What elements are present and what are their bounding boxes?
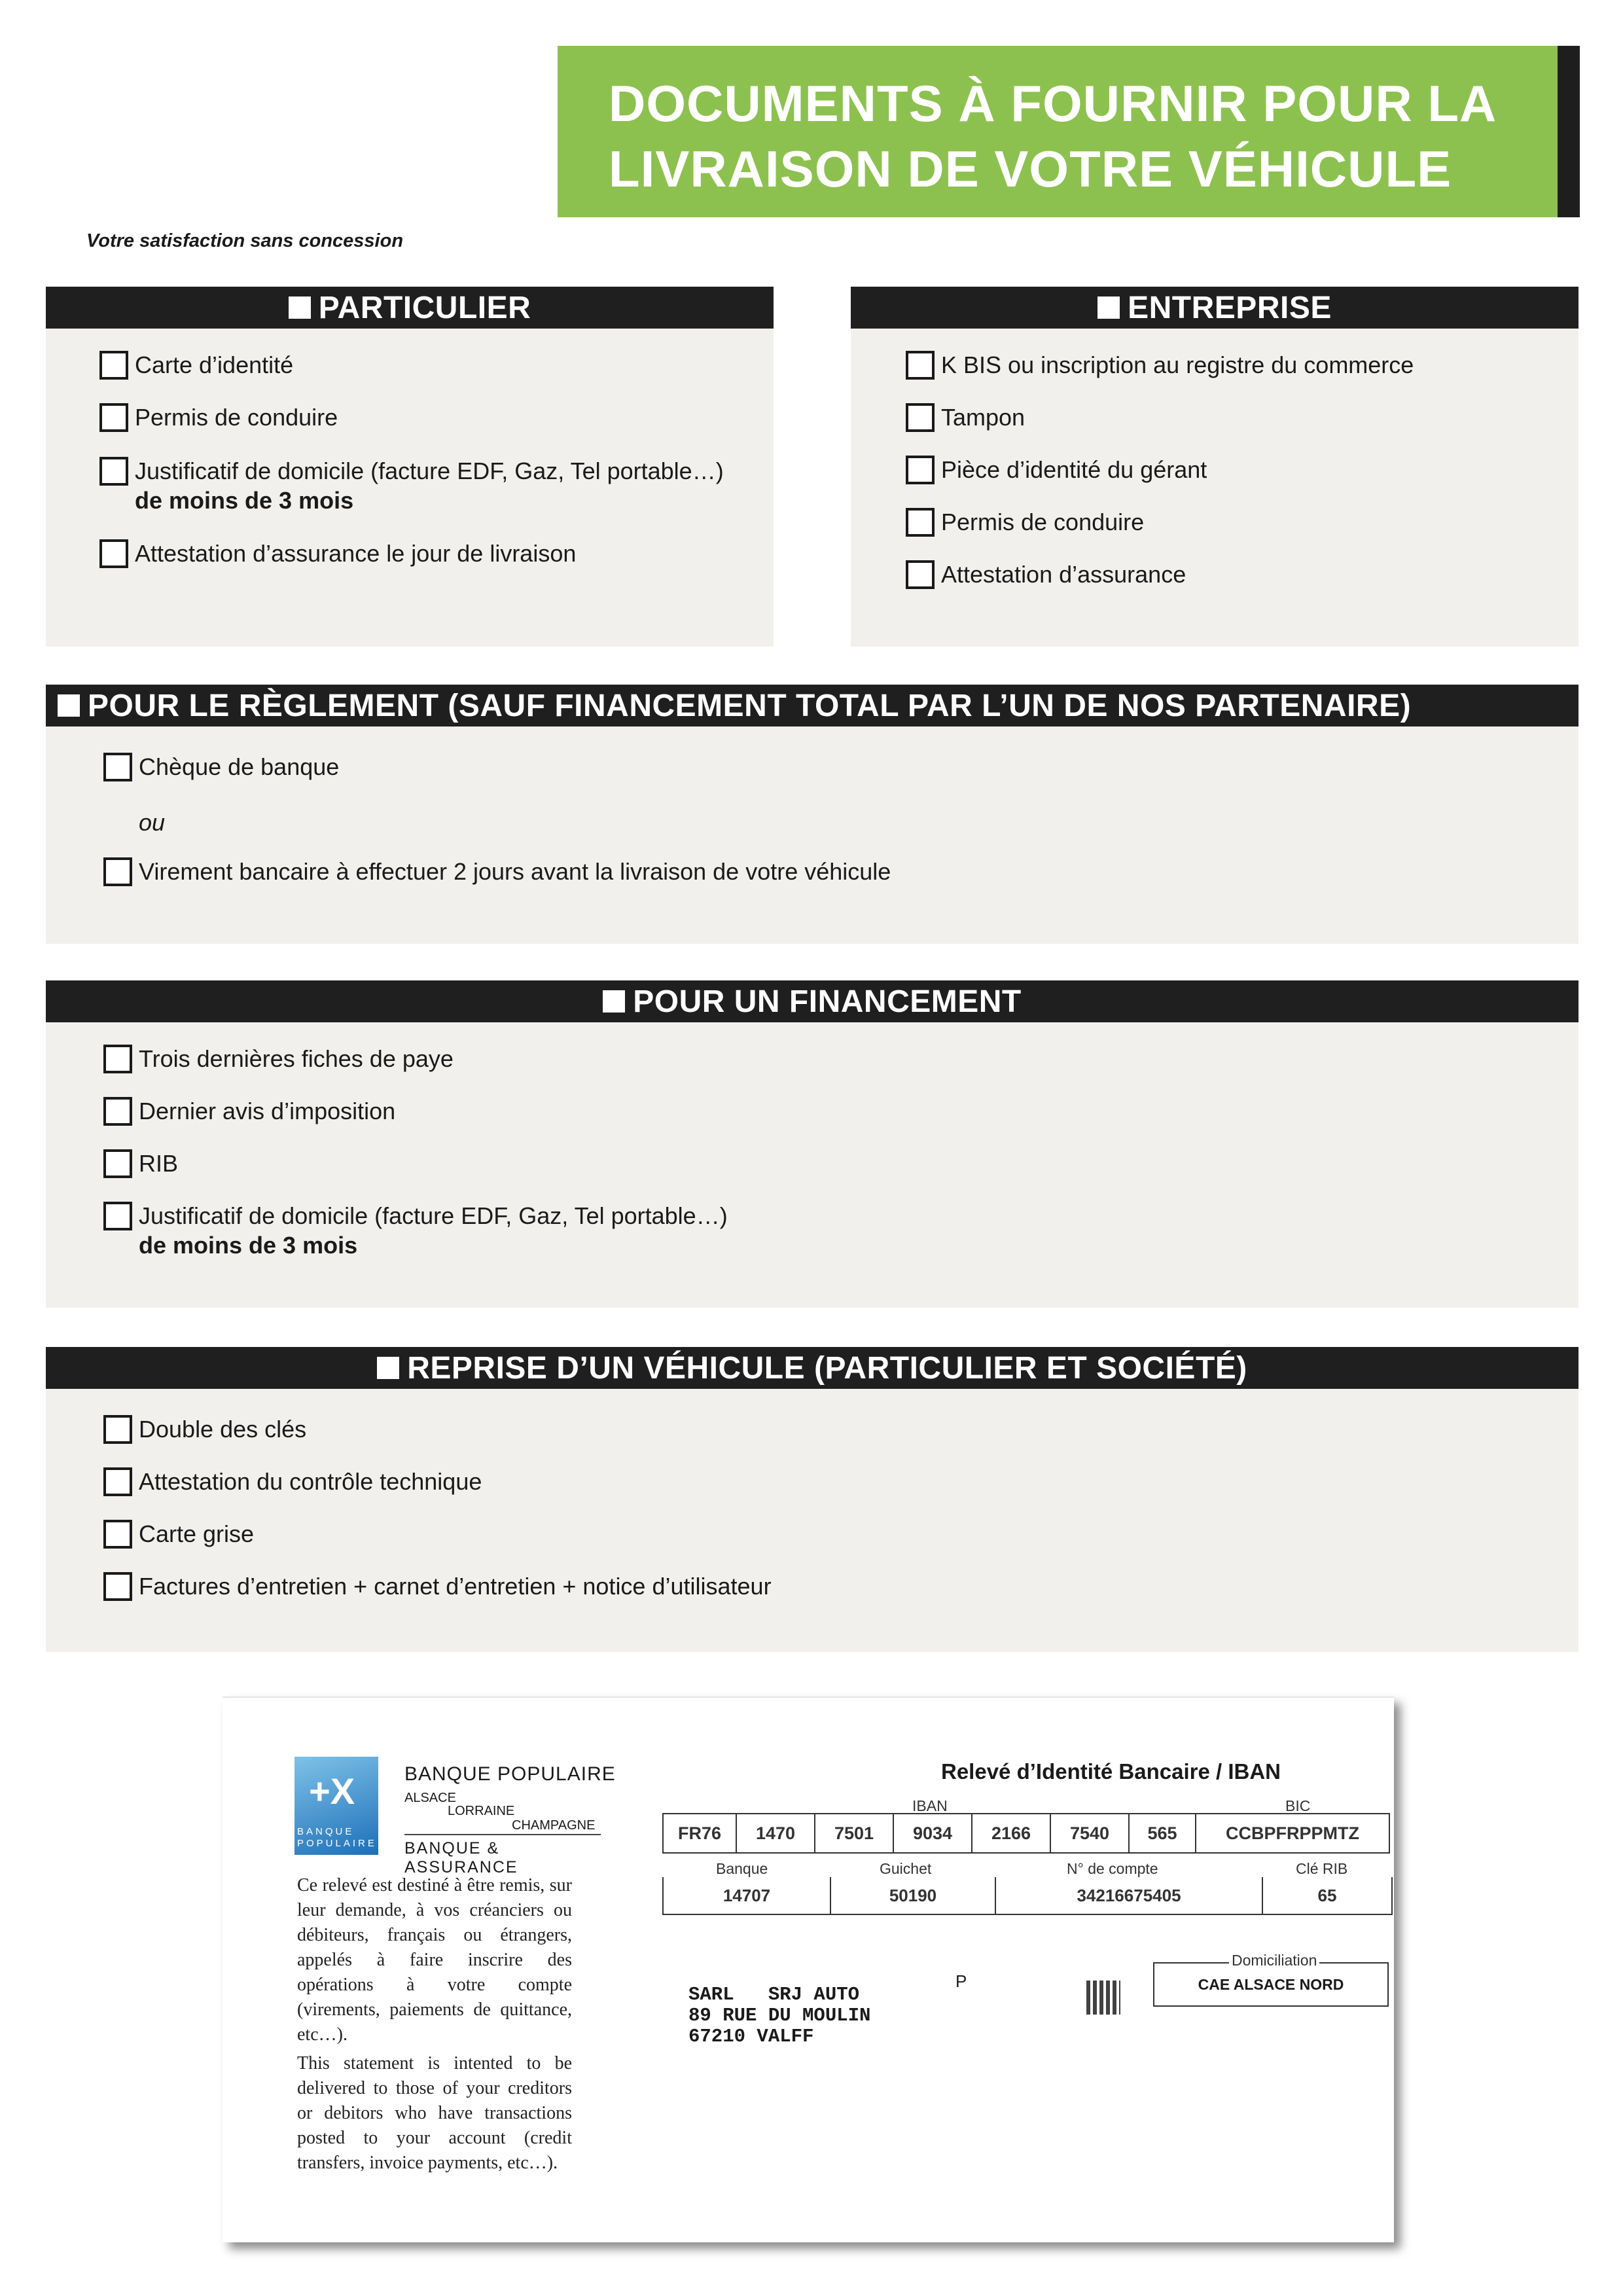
checkbox[interactable]	[99, 403, 128, 432]
iban-part: FR76	[664, 1814, 737, 1852]
section-entreprise	[851, 287, 1578, 647]
checklist-item[interactable]	[906, 560, 1186, 589]
item-label: Justificatif de domicile (facture EDF, Gaz, Tel portable…)	[139, 1202, 728, 1229]
item-label: Virement bancaire à effectuer 2 jours avant la livraison de votre véhicule	[139, 858, 891, 885]
item-label: Double des clés	[139, 1416, 307, 1443]
account-holder	[688, 1984, 870, 2047]
checklist-item[interactable]	[103, 1202, 728, 1261]
bic-label: BIC	[1285, 1797, 1311, 1814]
item-label: Permis de conduire	[941, 509, 1145, 535]
rib-title: Relevé d’Identité Bancaire / IBAN	[941, 1759, 1281, 1784]
checkbox[interactable]	[103, 1520, 132, 1549]
checkbox[interactable]	[906, 351, 935, 380]
checklist-item[interactable]	[103, 1467, 482, 1496]
cle-value: 65	[1317, 1885, 1337, 1905]
section-title: POUR UN FINANCEMENT	[633, 984, 1022, 1019]
checkbox[interactable]	[99, 539, 128, 568]
checklist-item[interactable]	[906, 351, 1414, 380]
checkbox[interactable]	[99, 457, 128, 486]
section-reprise	[46, 1347, 1578, 1652]
bank-logo-word: BANQUE POPULAIRE	[297, 1826, 377, 1849]
bank-region: ALSACE	[404, 1791, 456, 1805]
item-label: Tampon	[941, 404, 1026, 431]
iban-grid	[662, 1813, 1390, 1854]
checklist-item[interactable]	[99, 403, 338, 432]
item-label: Attestation du contrôle technique	[139, 1468, 482, 1495]
checkbox[interactable]	[103, 1097, 132, 1126]
checkbox[interactable]	[103, 1045, 132, 1073]
section-header	[46, 685, 1578, 726]
section-header	[46, 1347, 1578, 1389]
checklist-item[interactable]	[906, 508, 1144, 537]
item-label: Pièce d’identité du gérant	[941, 456, 1207, 483]
checkbox[interactable]	[99, 351, 128, 380]
checklist-item[interactable]	[99, 457, 724, 516]
p-mark: P	[955, 1971, 967, 1991]
iban-part: 9034	[894, 1814, 972, 1852]
checkbox[interactable]	[103, 753, 132, 781]
checkbox[interactable]	[103, 857, 132, 886]
checkbox[interactable]	[103, 1149, 132, 1178]
iban-label: IBAN	[912, 1797, 948, 1814]
checkbox[interactable]	[103, 1415, 132, 1444]
section-header	[46, 980, 1578, 1022]
bank-logo-mark: +X	[309, 1770, 355, 1812]
holder-line: SARL SRJ AUTO	[688, 1984, 860, 2005]
checkbox[interactable]	[906, 403, 935, 432]
item-label: Trois dernières fiches de paye	[139, 1045, 454, 1072]
section-reglement	[46, 685, 1578, 944]
domiciliation-value: CAE ALSACE NORD	[1153, 1962, 1389, 2007]
guichet-label: Guichet	[880, 1860, 932, 1877]
qr-code-icon	[1086, 1981, 1120, 2015]
checklist-item[interactable]	[103, 1415, 306, 1444]
bank-subtitle: BANQUE & ASSURANCE	[404, 1834, 601, 1877]
checkbox-icon[interactable]	[377, 1357, 399, 1379]
item-label: Attestation d’assurance le jour de livraison	[135, 540, 577, 567]
item-label: Justificatif de domicile (facture EDF, Gaz, Tel portable…)	[135, 457, 724, 484]
title-banner	[558, 46, 1580, 217]
holder-line: 89 RUE DU MOULIN	[688, 2005, 871, 2026]
item-label: Permis de conduire	[135, 404, 338, 431]
bank-name: BANQUE POPULAIRE	[404, 1763, 616, 1785]
banque-label: Banque	[716, 1860, 768, 1877]
compte-label: N° de compte	[1067, 1860, 1158, 1877]
checklist-item[interactable]	[103, 1149, 178, 1178]
item-label: Attestation d’assurance	[941, 561, 1186, 588]
checkbox[interactable]	[103, 1572, 132, 1601]
checklist-item[interactable]	[103, 1045, 454, 1073]
checkbox[interactable]	[906, 560, 935, 589]
section-title: ENTREPRISE	[1128, 290, 1332, 325]
checklist-item[interactable]	[103, 1097, 395, 1126]
separator-text: ou	[139, 809, 166, 836]
section-title: PARTICULIER	[318, 290, 531, 325]
domiciliation-label: Domiciliation	[1229, 1952, 1319, 1969]
compte-value: 34216675405	[996, 1877, 1263, 1914]
item-label: Carte grise	[139, 1520, 255, 1547]
item-sublabel: de moins de 3 mois	[135, 487, 354, 514]
checkbox[interactable]	[906, 508, 935, 537]
iban-part: 565	[1130, 1814, 1196, 1852]
checklist-item[interactable]	[103, 1520, 254, 1549]
checklist-item[interactable]	[103, 753, 339, 781]
bic-value: CCBPFRPPMTZ	[1226, 1823, 1359, 1843]
checkbox[interactable]	[906, 456, 935, 484]
checklist-item[interactable]	[103, 1572, 772, 1601]
rib-card	[223, 1696, 1394, 2242]
section-title: POUR LE RÈGLEMENT (SAUF FINANCEMENT TOTAL PAR L’UN DE NOS PARTENAIRE)	[88, 688, 1412, 723]
section-header	[46, 287, 774, 329]
cle-label: Clé RIB	[1296, 1860, 1348, 1877]
checklist-item[interactable]	[99, 351, 293, 380]
bank-region: CHAMPAGNE	[512, 1818, 596, 1833]
checklist-item[interactable]	[906, 403, 1025, 432]
checkbox-icon[interactable]	[603, 990, 625, 1013]
item-label: RIB	[139, 1150, 179, 1177]
checkbox[interactable]	[103, 1202, 132, 1230]
item-label: Factures d’entretien + carnet d’entretien + notice d’utilisateur	[139, 1573, 772, 1600]
bank-region: LORRAINE	[448, 1804, 515, 1818]
title-banner-edge	[1558, 46, 1580, 217]
checkbox[interactable]	[103, 1467, 132, 1496]
iban-part: 7540	[1051, 1814, 1130, 1852]
bank-logo	[294, 1757, 378, 1855]
checklist-item[interactable]	[906, 456, 1207, 484]
holder-line: 67210 VALFF	[688, 2026, 814, 2047]
checklist-item[interactable]	[103, 857, 891, 886]
iban-part: 2166	[972, 1814, 1051, 1852]
title-line-2: LIVRAISON DE VOTRE VÉHICULE	[609, 140, 1452, 198]
title-line-1: DOCUMENTS À FOURNIR POUR LA	[609, 75, 1497, 132]
item-label: Carte d’identité	[135, 351, 294, 378]
rib-text-en: This statement is intented to be delivered to those of your creditors or debitors who have transactions posted to your account (credit transfers, invoice payments, etc…).	[297, 2053, 572, 2173]
section-particulier	[46, 287, 774, 647]
guichet-value: 50190	[831, 1877, 996, 1914]
rib-grid	[662, 1877, 1393, 1915]
item-label: Chèque de banque	[139, 753, 340, 780]
iban-part: 7501	[815, 1814, 894, 1852]
checkbox-icon[interactable]	[58, 694, 80, 717]
iban-part: 1470	[737, 1814, 815, 1852]
checkbox-icon[interactable]	[1097, 296, 1120, 319]
item-label: Dernier avis d’imposition	[139, 1098, 396, 1124]
tagline: Votre satisfaction sans concession	[86, 230, 404, 251]
section-financement	[46, 980, 1578, 1308]
banque-value: 14707	[664, 1877, 831, 1914]
item-sublabel: de moins de 3 mois	[139, 1232, 358, 1259]
section-header	[851, 287, 1578, 329]
checkbox-icon[interactable]	[289, 296, 311, 319]
checklist-item[interactable]	[99, 539, 576, 568]
item-label: K BIS ou inscription au registre du commerce	[941, 351, 1414, 378]
rib-text-fr: Ce relevé est destiné à être remis, sur leur demande, à vos créanciers ou débiteurs, français ou étrangers, appelés à faire inscrire des opérations à votre compte (virements, paiements de quittance, etc…).	[297, 1875, 572, 2045]
section-title: REPRISE D’UN VÉHICULE (PARTICULIER ET SOCIÉTÉ)	[407, 1350, 1247, 1386]
